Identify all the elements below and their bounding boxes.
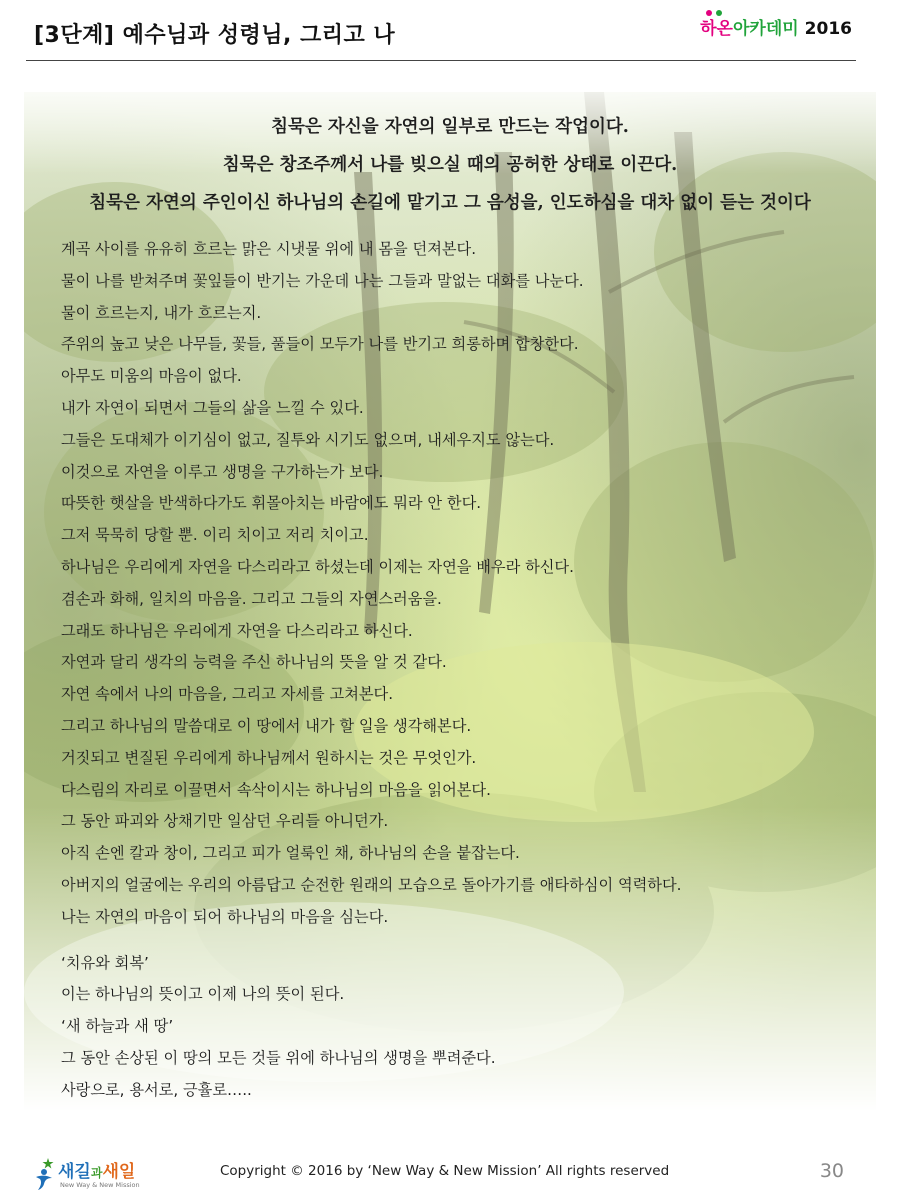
footer-logo-text: 새길과새일 — [58, 1162, 136, 1182]
closing-line: 사랑으로, 용서로, 긍휼로….. — [61, 1080, 252, 1099]
body-line: 물이 나를 받쳐주며 꽃잎들이 반기는 가운데 나는 그들과 말없는 대화를 나눈다. — [61, 271, 584, 290]
body-text — [61, 234, 851, 1107]
closing-line: 이는 하나님의 뜻이고 이제 나의 뜻이 된다. — [61, 985, 345, 1004]
brand-dots-icon — [706, 10, 726, 18]
body-line: 아버지의 얼굴에는 우리의 아름답고 순전한 원래의 모습으로 돌아가기를 애타하심이 역력하다. — [61, 875, 682, 894]
body-line: 아무도 미움의 마음이 없다. — [61, 367, 242, 386]
heading-line: 침묵은 자신을 자연의 일부로 만드는 작업이다. — [271, 117, 629, 137]
body-line: 자연과 달리 생각의 능력을 주신 하나님의 뜻을 알 것 같다. — [61, 653, 447, 672]
body-line: 거짓되고 변질된 우리에게 하나님께서 원하시는 것은 무엇인가. — [61, 748, 477, 767]
body-line: 그들은 도대체가 이기심이 없고, 질투와 시기도 없으며, 내세우지도 않는다. — [61, 430, 555, 449]
body-line: 그래도 하나님은 우리에게 자연을 다스리라고 하신다. — [61, 621, 413, 640]
heading-line: 침묵은 자연의 주인이신 하나님의 손길에 맡기고 그 음성을, 인도하심을 대차 없이 듣는 것이다 — [89, 193, 811, 213]
body-line: 계곡 사이를 유유히 흐르는 맑은 시냇물 위에 내 몸을 던져본다. — [61, 240, 477, 258]
body-line: 그 동안 파괴와 상채기만 일삼던 우리들 아니던가. — [61, 812, 389, 831]
footer-logo-subtitle: New Way & New Mission — [60, 1181, 140, 1189]
body-line: 하나님은 우리에게 자연을 다스리라고 하셨는데 이제는 자연을 배우라 하신다. — [61, 557, 574, 576]
paragraph-gap — [61, 934, 851, 948]
brand-logo — [700, 14, 852, 39]
body-line: 자연 속에서 나의 마음을, 그리고 자세를 고쳐본다. — [61, 685, 394, 704]
body-line: 이것으로 자연을 이루고 생명을 구가하는가 보다. — [61, 462, 384, 481]
document-title: [3단계] 예수님과 성령님, 그리고 나 — [34, 23, 396, 48]
body-line: 아직 손엔 칼과 창이, 그리고 피가 얼룩인 채, 하나님의 손을 붙잡는다. — [61, 844, 520, 863]
body-line: 겸손과 화해, 일치의 마음을. 그리고 그들의 자연스러움을. — [61, 589, 442, 608]
body-line: 내가 자연이 되면서 그들의 삶을 느낄 수 있다. — [61, 398, 364, 417]
body-line: 물이 흐르는지, 내가 흐르는지. — [61, 303, 262, 322]
body-line: 나는 자연의 마음이 되어 하나님의 마음을 심는다. — [61, 907, 389, 926]
body-line: 따뜻한 햇살을 반색하다가도 휘몰아치는 바람에도 뭐라 안 한다. — [61, 494, 482, 513]
footer-logo — [30, 1155, 170, 1195]
heading-block — [24, 108, 876, 222]
body-line: 그저 묵묵히 당할 뿐. 이리 치이고 저리 치이고. — [61, 526, 369, 545]
header-divider — [26, 60, 856, 61]
brand-name-part2: 아카데미 — [732, 19, 799, 39]
body-line: 다스림의 자리로 이끌면서 속삭이시는 하나님의 마음을 읽어본다. — [61, 780, 491, 799]
copyright-notice: Copyright © 2016 by ‘New Way & New Mission’ All rights reserved — [220, 1163, 670, 1179]
brand-year: 2016 — [804, 19, 852, 39]
person-star-icon — [32, 1157, 58, 1191]
closing-line: 그 동안 손상된 이 땅의 모든 것들 위에 하나님의 생명을 뿌려준다. — [61, 1048, 496, 1067]
body-line: 그리고 하나님의 말씀대로 이 땅에서 내가 할 일을 생각해본다. — [61, 716, 472, 735]
body-line: 주위의 높고 낮은 나무들, 꽃들, 풀들이 모두가 나를 반기고 희롱하며 합창한다. — [61, 335, 579, 354]
closing-line: ‘새 하늘과 새 땅’ — [61, 1017, 174, 1036]
brand-name-part1: 하온 — [700, 19, 733, 39]
heading-line: 침묵은 창조주께서 나를 빚으실 때의 공허한 상태로 이끈다. — [222, 155, 678, 175]
closing-line: ‘치유와 회복’ — [61, 953, 149, 972]
page-number: 30 — [819, 1160, 844, 1182]
